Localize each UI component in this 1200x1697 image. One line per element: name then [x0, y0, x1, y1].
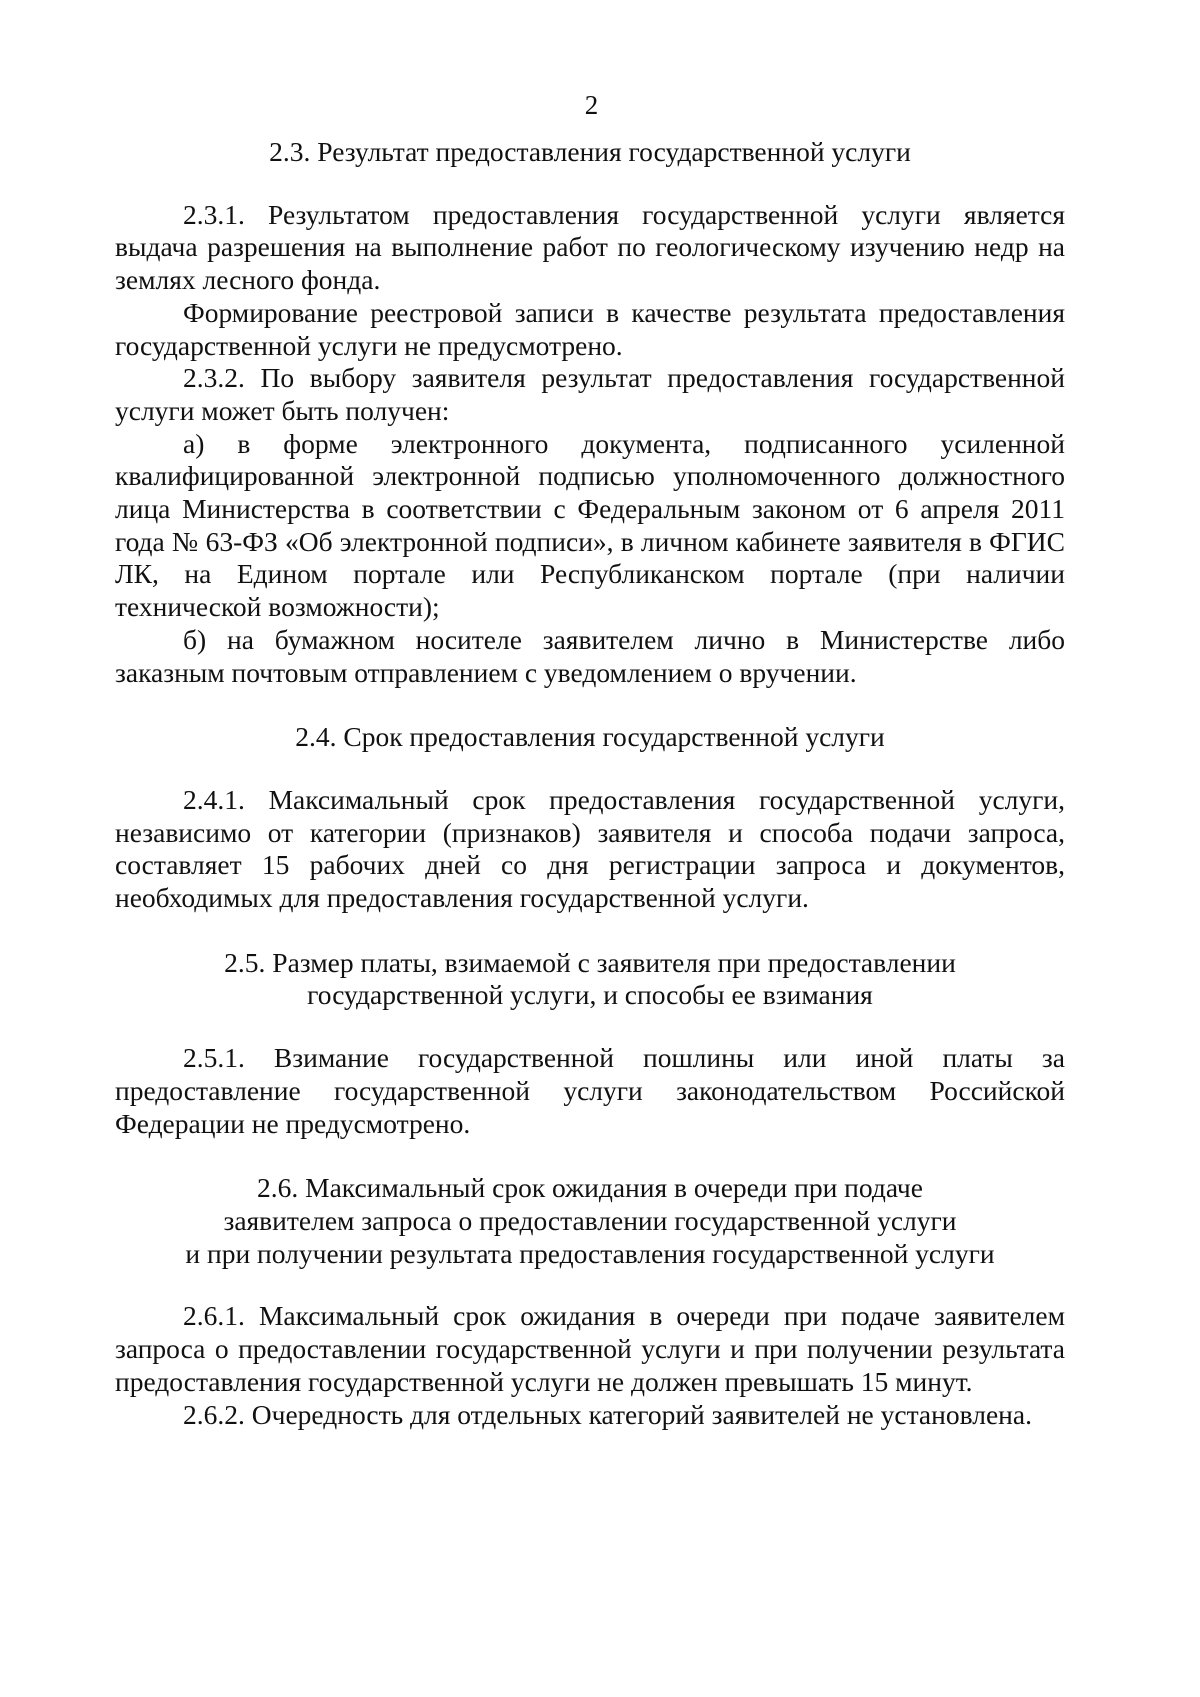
section-heading	[115, 1172, 1065, 1270]
section-2-6	[115, 1172, 1065, 1431]
page-number: 2	[584, 90, 599, 120]
paragraph: 2.3.1. Результатом предоставления государственной услуги является выдача разрешения на выполнение работ по геологическому изучению недр на землях лесного фонда.	[115, 198, 1065, 296]
section-2-4	[115, 721, 1065, 915]
paragraph: 2.4.1. Максимальный срок предоставления государственной услуги, независимо от категории (признаков) заявителя и способа подачи запроса, составляет 15 рабочих дней со дня регистрации запроса и документов, необходимых для предоставления государственной услуги.	[115, 783, 1065, 914]
paragraph: Формирование реестровой записи в качестве результата предоставления государственной услуги не предусмотрено.	[115, 296, 1065, 361]
heading-line: 2.3. Результат предоставления государственной услуги	[269, 136, 911, 167]
heading-line: 2.6. Максимальный срок ожидания в очереди при подаче	[257, 1172, 923, 1204]
paragraph: 2.6.2. Очередность для отдельных категорий заявителей не установлена.	[183, 1398, 1032, 1430]
heading-line: государственной услуги, и способы ее взимания	[307, 979, 873, 1011]
heading-line: 2.5. Размер платы, взимаемой с заявителя при предоставлении	[224, 946, 956, 978]
document-body	[115, 136, 1065, 1431]
section-2-5	[115, 947, 1065, 1141]
heading-line: заявителем запроса о предоставлении государственной услуги	[223, 1204, 957, 1236]
paragraph: а) в форме электронного документа, подписанного усиленной квалифицированной электронной подписью уполномоченного должностного лица Министерства в соответствии с Федеральным законом от 6 апреля 2011 года № 63-ФЗ «Об электронной подписи», в личном кабинете заявителя в ФГИС ЛК, на Едином портале или Республиканском портале (при наличии технической возможности);	[115, 427, 1065, 623]
heading-line: и при получении результата предоставления государственной услуги	[185, 1237, 995, 1269]
heading-line: 2.4. Срок предоставления государственной услуги	[295, 721, 885, 753]
paragraph: 2.6.1. Максимальный срок ожидания в очереди при подаче заявителем запроса о предоставлении государственной услуги и при получении результата предоставления государственной услуги не должен превышать 15 минут.	[115, 1300, 1065, 1397]
section-heading	[115, 136, 1065, 169]
paragraph: б) на бумажном носителе заявителем лично в Министерстве либо заказным почтовым отправлением с уведомлением о вручении.	[115, 623, 1065, 688]
paragraph: 2.3.2. По выбору заявителя результат предоставления государственной услуги может быть получен:	[115, 362, 1065, 426]
section-heading	[115, 947, 1065, 1012]
section-2-3	[115, 136, 1065, 689]
section-heading	[115, 721, 1065, 754]
paragraph: 2.5.1. Взимание государственной пошлины или иной платы за предоставление государственной услуги законодательством Российской Федерации не предусмотрено.	[115, 1042, 1065, 1139]
